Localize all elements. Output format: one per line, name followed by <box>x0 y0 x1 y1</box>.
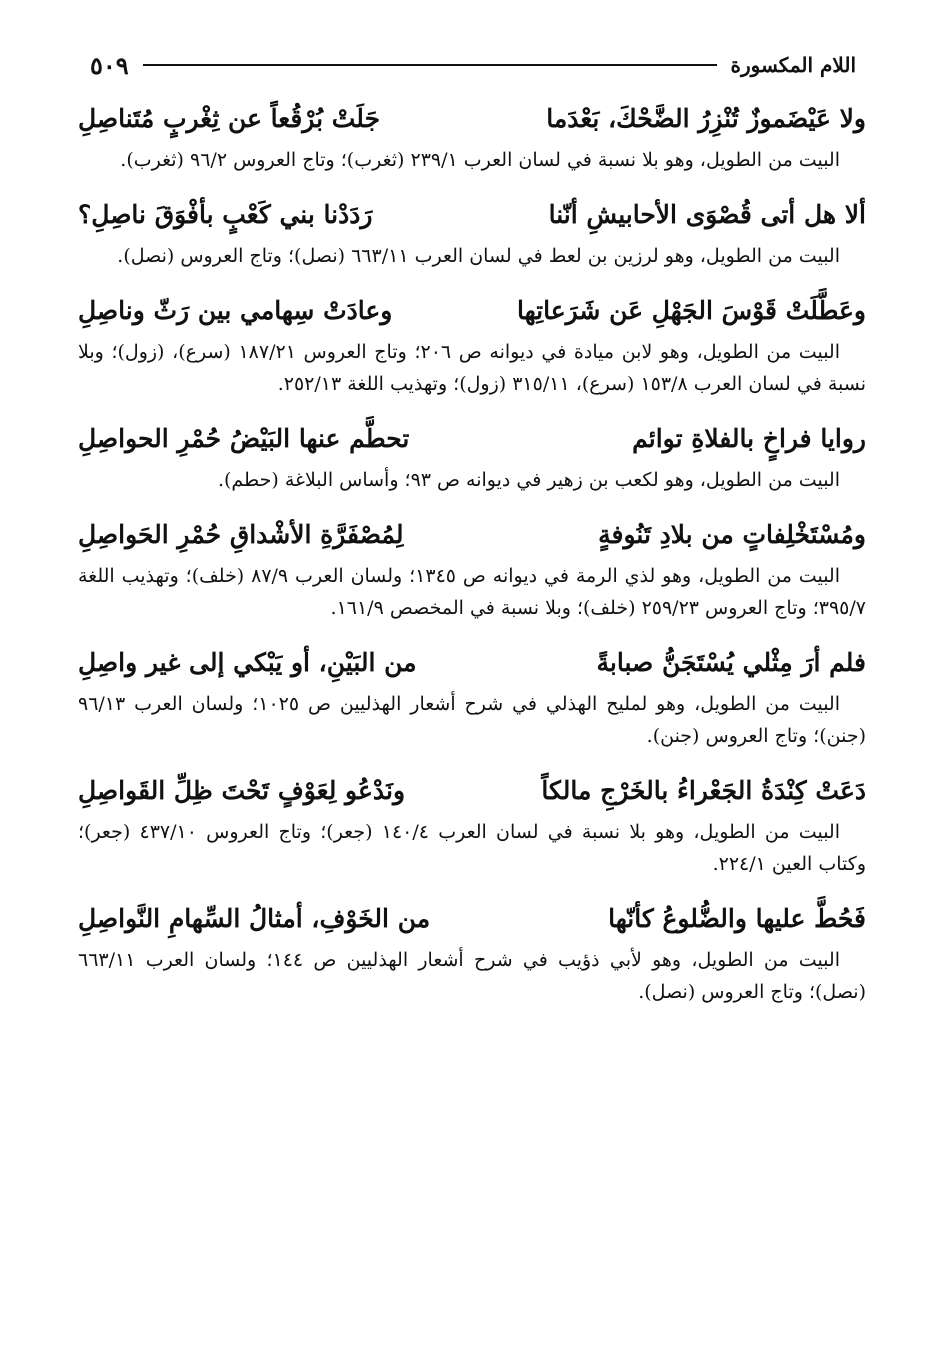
verse-line <box>78 766 866 816</box>
source-note: البيت من الطويل، وهو لمليح الهذلي في شرح أشعار الهذليين ص ١٠٢٥؛ ولسان العرب ٩٦/١٣ (جنن)؛ وتاج العروس (جنن). <box>78 693 866 747</box>
source-note: البيت من الطويل، وهو لأبي ذؤيب في شرح أشعار الهذليين ص ١٤٤؛ ولسان العرب ٦٦٣/١١ (نصل)؛ وتاج العروس (نصل). <box>78 949 866 1003</box>
verse-line <box>78 190 866 240</box>
source-note: البيت من الطويل، وهو بلا نسبة في لسان العرب ٢٣٩/١ (ثغرب)؛ وتاج العروس ٩٦/٢ (ثغرب). <box>120 149 840 171</box>
source-note: البيت من الطويل، وهو لابن ميادة في ديوانه ص ٢٠٦؛ وتاج العروس ١٨٧/٢١ (سرع)، (زول)؛ وبلا نسبة في لسان العرب ١٥٣/٨ (سرع)، ٣١٥/١١ (زول)؛ وتهذيب اللغة ٢٥٢/١٣. <box>78 341 866 395</box>
verse-line <box>78 286 866 336</box>
source-note: البيت من الطويل، وهو لرزين بن لعط في لسان العرب ٦٦٣/١١ (نصل)؛ وتاج العروس (نصل). <box>117 245 840 267</box>
second-hemistich: من البَيْنِ، أو يَبْكي إلى غير واصِلِ <box>78 648 417 677</box>
verse-line <box>78 894 866 944</box>
running-title: اللام المكسورة <box>730 53 856 77</box>
first-hemistich: دَعَتْ كِنْدَةُ الجَعْراءُ بالخَرْجِ مالكاً <box>541 776 866 805</box>
poem-entry <box>78 190 866 272</box>
verse-line <box>78 510 866 560</box>
source-note: البيت من الطويل، وهو لذي الرمة في ديوانه ص ١٣٤٥؛ ولسان العرب ٨٧/٩ (خلف)؛ وتهذيب اللغة ٣٩٥/٧؛ وتاج العروس ٢٥٩/٢٣ (خلف)؛ وبلا نسبة في المخصص ١٦١/٩. <box>78 565 866 619</box>
poem-entry <box>78 414 866 496</box>
first-hemistich: ألا هل أتى قُصْوَى الأحابيشِ أنّنا <box>548 200 866 229</box>
second-hemistich: من الخَوْفِ، أمثالُ السِّهامِ النَّواصِلِ <box>78 904 431 933</box>
second-hemistich: لِمُصْفَرَّةِ الأشْداقِ حُمْرِ الحَواصِلِ <box>78 520 404 549</box>
poem-entry <box>78 638 866 752</box>
page-number: ٥٠٩ <box>90 50 129 80</box>
verse-line <box>78 638 866 688</box>
second-hemistich: وعادَتْ سِهامي بين رَثّ وناصِلِ <box>78 296 393 325</box>
second-hemistich: جَلَتْ بُرْقُعاً عن ثِغْربٍ مُتَناصِلِ <box>78 104 381 133</box>
verse-line <box>78 414 866 464</box>
first-hemistich: روايا فراخٍ بالفلاةِ توائم <box>632 424 866 453</box>
first-hemistich: ومُسْتَخْلِفاتٍ من بلادِ تَنُوفةٍ <box>598 520 866 549</box>
poem-entry <box>78 286 866 400</box>
poem-entry <box>78 94 866 176</box>
second-hemistich: ونَدْعُو لِعَوْفٍ تَحْتَ ظِلِّ القَواصِلِ <box>78 776 406 805</box>
page-header <box>90 48 856 82</box>
first-hemistich: فلم أرَ مِثْلي يُسْتَجَنُّ صبابةً <box>596 648 866 677</box>
source-note: البيت من الطويل، وهو بلا نسبة في لسان العرب ١٤٠/٤ (جعر)؛ وتاج العروس ٤٣٧/١٠ (جعر)؛ وكتاب العين ٢٢٤/١. <box>78 821 866 875</box>
poem-entry <box>78 766 866 880</box>
second-hemistich: رَدَدْنا بني كَعْبٍ بأفْوَقَ ناصِلِ؟ <box>78 200 373 229</box>
poem-entry <box>78 510 866 624</box>
source-note: البيت من الطويل، وهو لكعب بن زهير في ديوانه ص ٩٣؛ وأساس البلاغة (حطم). <box>217 469 840 491</box>
verse-line <box>78 94 866 144</box>
first-hemistich: ولا عَيْضَموزٌ تُنْزِرُ الضَّحْكَ، بَعْدَما <box>546 104 866 133</box>
poem-entry <box>78 894 866 1008</box>
first-hemistich: فَحُطَّ عليها والضُّلوعُ كأنّها <box>608 904 866 933</box>
entries-list <box>78 94 866 1022</box>
first-hemistich: وعَطَّلَتْ قَوْسَ الجَهْلِ عَن شَرَعاتِها <box>517 296 866 325</box>
header-rule <box>143 64 717 66</box>
second-hemistich: تحطَّم عنها البَيْضُ حُمْرِ الحواصِلِ <box>78 424 410 453</box>
